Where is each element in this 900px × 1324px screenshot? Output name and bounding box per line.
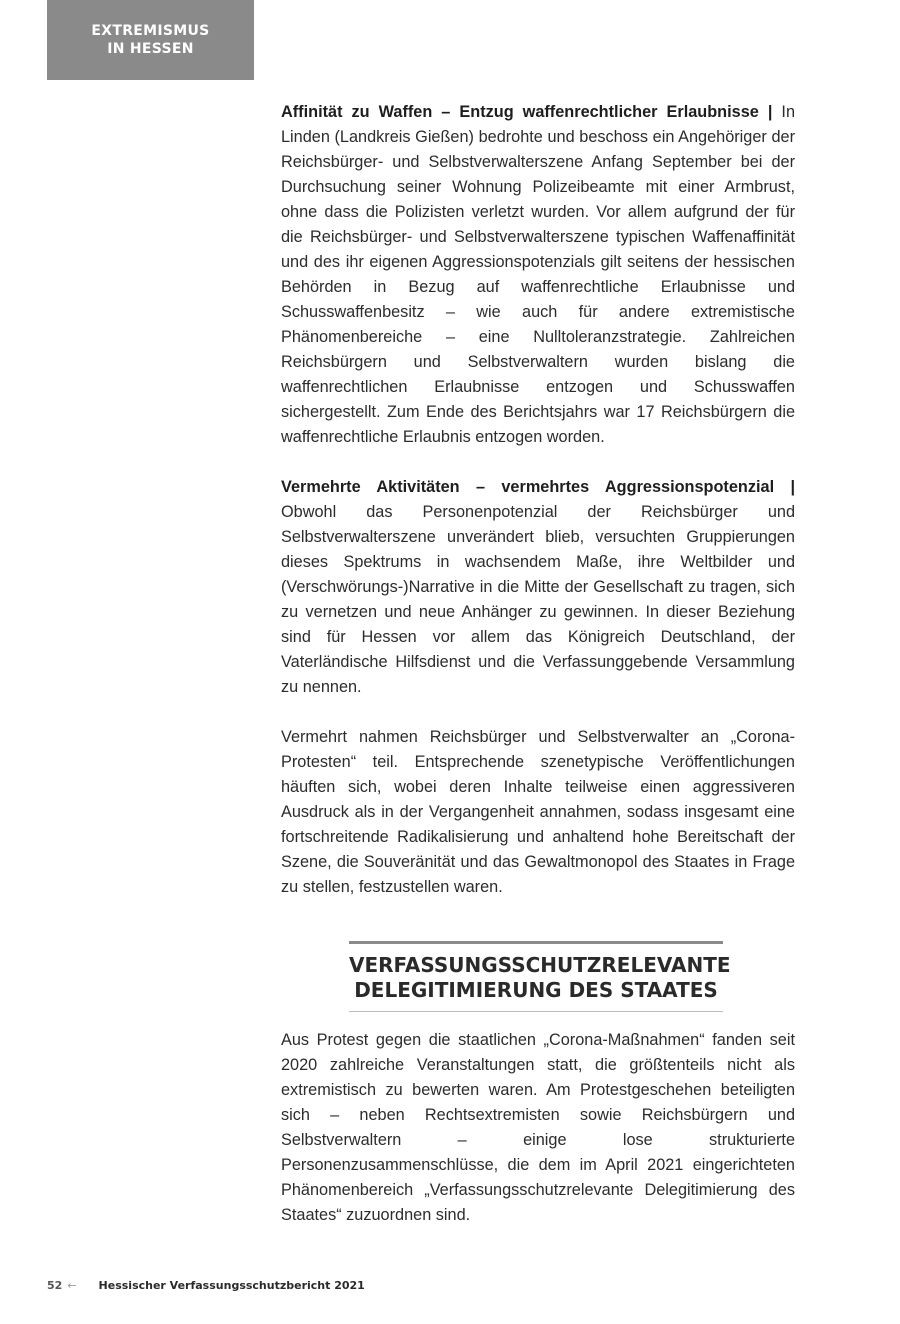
paragraph-lead: Vermehrte Aktivitäten – vermehrtes Aggressionspotenzial | (281, 478, 795, 496)
section-heading (349, 941, 731, 1012)
page-footer (47, 1279, 365, 1292)
paragraph-body: In Linden (Landkreis Gießen) bedrohte und beschoss ein Angehöriger der Reichsbürger- und Selbstverwalterszene Anfang September bei der Durchsuchung seiner Wohnung Polizeibeamte mit einer Armbrust, ohne dass die Polizisten verletzt wurden. Vor allem aufgrund der für die Reichsbürger- und Selbstverwalterszene typischen Waffenaffinität und des ihr eigenen Aggressionspotenzials gilt seitens der hessischen Behörden in Bezug auf waffenrechtliche Erlaubnisse und Schusswaffenbesitz – wie auch für andere extremistische Phänomenbereiche – eine Nulltoleranzstrategie. Zahlreichen Reichsbürgern und Selbstverwaltern wurden bislang die waffenrechtlichen Erlaubnisse entzogen und Schusswaffen sichergestellt. Zum Ende des Berichtsjahrs war 17 Reichsbürgern die waffenrechtliche Erlaubnis entzogen worden. (281, 103, 795, 446)
paragraph-body: Obwohl das Personenpotenzial der Reichsbürger und Selbstverwalterszene unverändert blieb, versuchten Gruppierungen dieses Spektrums in wachsendem Maße, ihre Weltbilder und (Verschwörungs-)Narrative in die Mitte der Gesellschaft zu tragen, sich zu vernetzen und neue Anhänger zu gewinnen. In dieser Beziehung sind für Hessen vor allem das Königreich Deutschland, der Vaterländische Hilfsdienst und die Verfassunggebende Versammlung zu nennen. (281, 503, 795, 696)
section-heading-line2: DELEGITIMIERUNG DES STAATES (354, 978, 718, 1002)
paragraph-lead: Affinität zu Waffen – Entzug waffenrechtlicher Erlaubnisse | (281, 103, 773, 121)
chapter-tab-line1: EXTREMISMUS (91, 23, 210, 39)
main-text (281, 100, 795, 925)
page-number: 52 (47, 1279, 63, 1292)
paragraph-body: Vermehrt nahmen Reichsbürger und Selbstverwalter an „Corona-Protesten“ teil. Entsprechende szenetypische Veröffentlichungen häuften sich, wobei deren Inhalte teilweise einen aggressiveren Ausdruck als in der Vergangenheit annahmen, sodass insgesamt eine fortschreitende Radikalisierung und anhaltend hohe Bereitschaft der Szene, die Souveränität und das Gewaltmonopol des Staates in Frage zu stellen, festzustellen waren. (281, 728, 795, 896)
publication-title: Hessischer Verfassungsschutzbericht 2021 (98, 1279, 365, 1292)
paragraph-activities (281, 475, 795, 700)
section-heading-line1: VERFASSUNGSSCHUTZRELEVANTE (349, 953, 731, 977)
back-arrow-icon[interactable]: ← (67, 1279, 77, 1292)
paragraph-corona-protests (281, 725, 795, 900)
section2-text (281, 1028, 795, 1228)
paragraph-weapons (281, 100, 795, 450)
chapter-tab (47, 0, 254, 80)
chapter-tab-line2: IN HESSEN (107, 41, 194, 57)
paragraph-delegitimization: Aus Protest gegen die staatlichen „Corona-Maßnahmen“ fanden seit 2020 zahlreiche Veranstaltungen statt, die größtenteils nicht als extremistisch zu bewerten waren. Am Protestgeschehen beteiligten sich – neben Rechtsextremisten sowie Reichsbürgern und Selbstverwaltern – einige lose strukturierte Personenzusammenschlüsse, die dem im April 2021 eingerichteten Phänomenbereich „Verfassungsschutzrelevante Delegitimierung des Staates“ zuzuordnen sind. (281, 1031, 795, 1224)
